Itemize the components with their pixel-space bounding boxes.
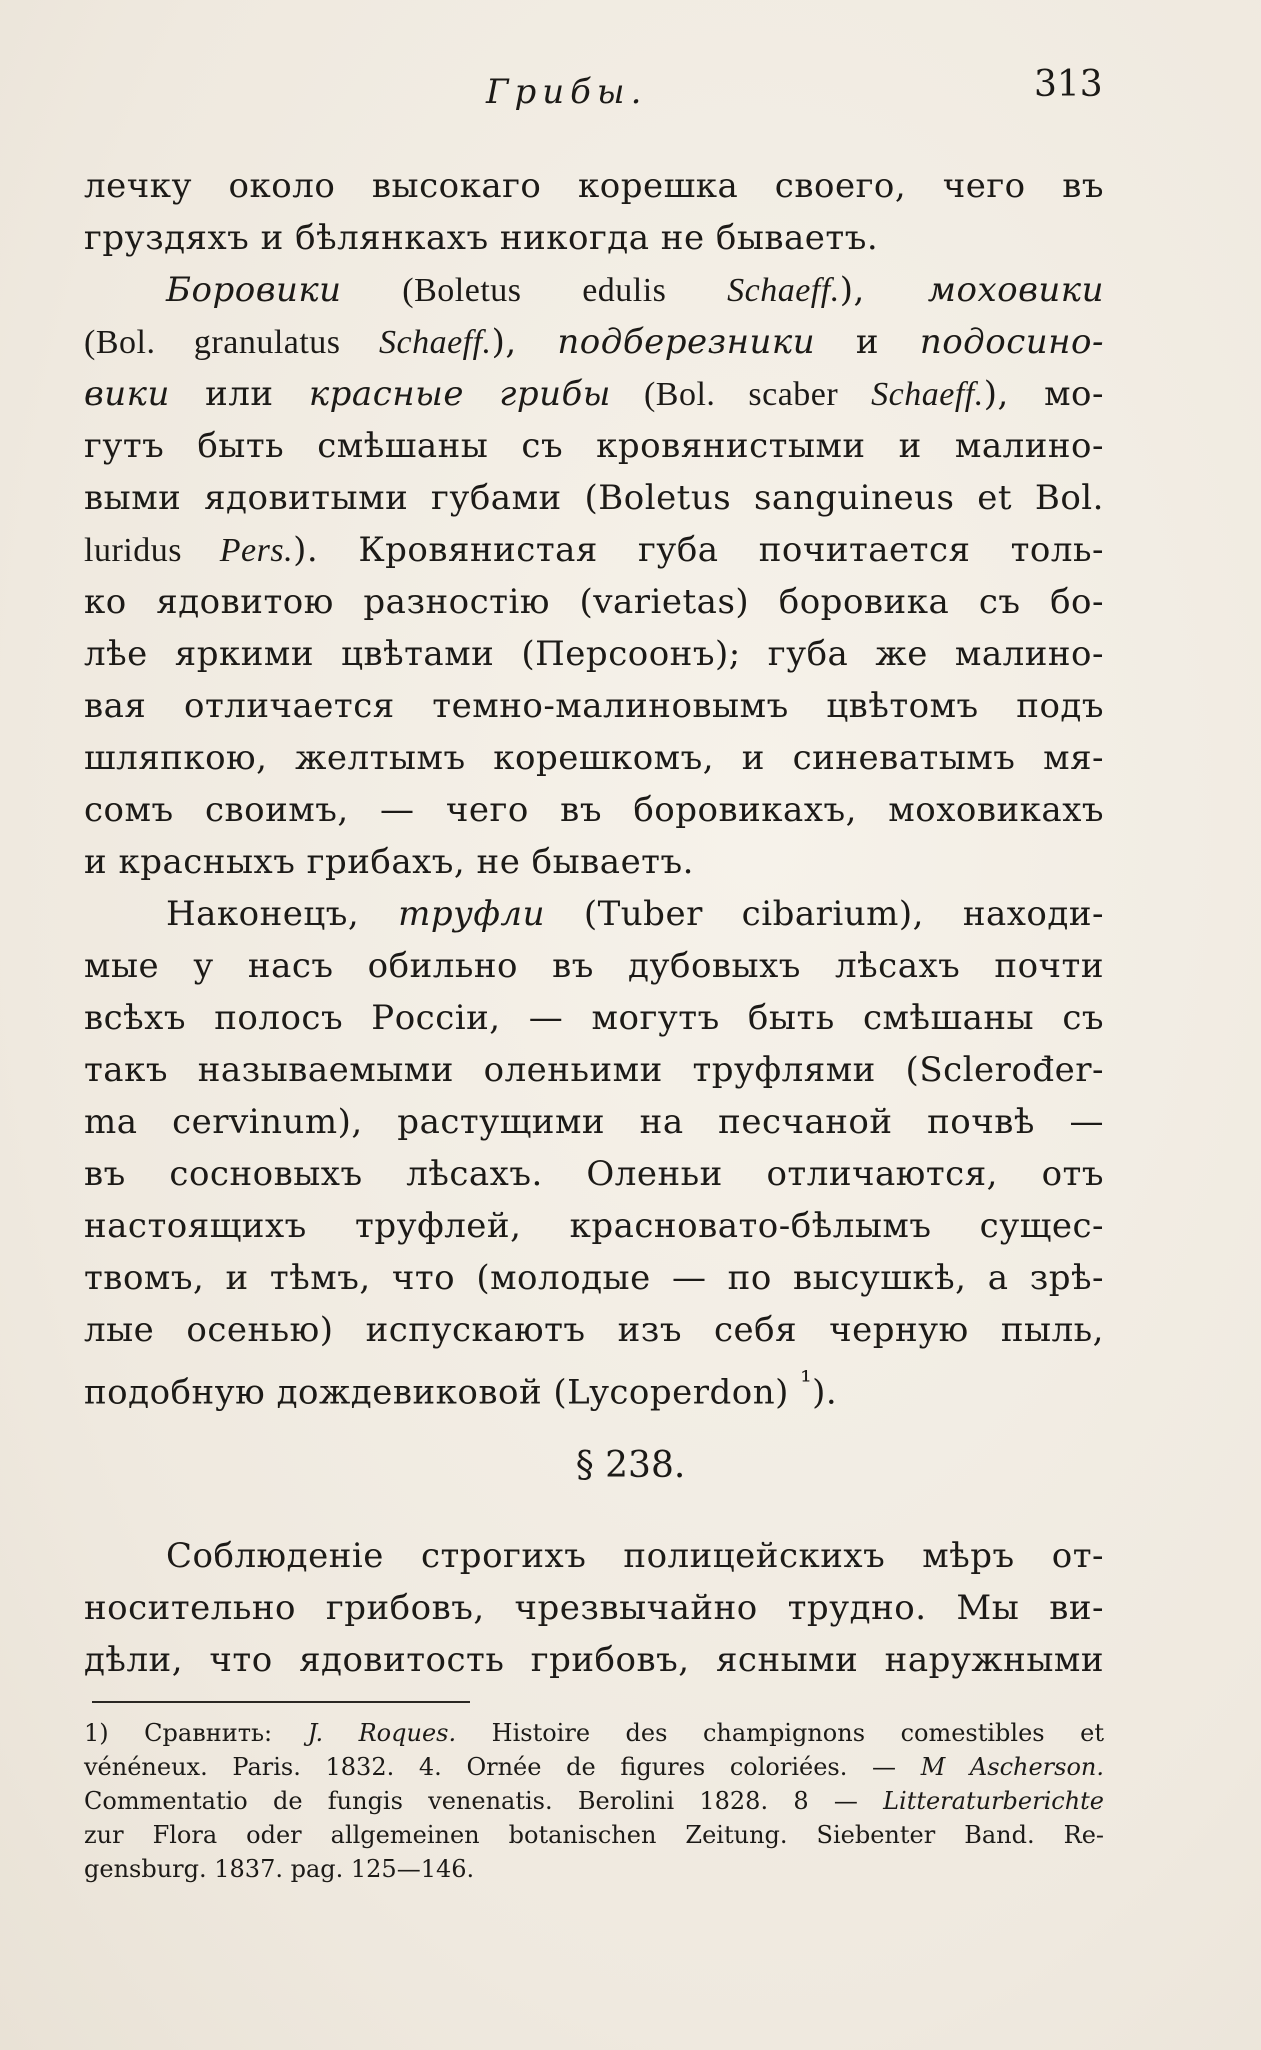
term-podosinoviki: подосино- bbox=[919, 322, 1104, 362]
text-line: лые осенью) испускаютъ изъ себя черную пыль, bbox=[84, 1310, 1104, 1350]
term-boroviki: Боровики bbox=[166, 270, 342, 310]
text-span: ), bbox=[491, 322, 558, 362]
text-span: Histoire des champignons comestibles et bbox=[456, 1719, 1104, 1747]
footnotes bbox=[84, 1716, 1104, 1886]
page-number: 313 bbox=[1034, 64, 1103, 105]
text-line: и красныхъ грибахъ, не бываетъ. bbox=[84, 842, 694, 882]
section-heading: § 238. bbox=[575, 1445, 686, 1486]
text-line: настоящихъ труфлей, красновато-бѣлымъ сущес- bbox=[84, 1206, 1104, 1246]
text-span: ), bbox=[839, 270, 928, 310]
latin-name: luridus bbox=[84, 532, 220, 569]
publication-title: Litteraturberichte bbox=[883, 1787, 1104, 1815]
text-span: Commentatio de fungis venenatis. Berolini 1828. 8 — bbox=[84, 1787, 884, 1815]
text-span: ). Кровянистая губа почитается толь- bbox=[293, 530, 1104, 570]
text-line: лѣе яркими цвѣтами (Персоонъ); губа же малино- bbox=[84, 634, 1104, 674]
text-line: твомъ, и тѣмъ, что (молодые — по высушкѣ, а зрѣ- bbox=[84, 1258, 1104, 1298]
text-line: вая отличается темно-малиновымъ цвѣтомъ подъ bbox=[84, 686, 1104, 726]
running-head: Грибы. bbox=[486, 72, 648, 112]
term-mokhoviki: моховики bbox=[927, 270, 1104, 310]
text-span: и bbox=[815, 322, 920, 362]
text-line: въ сосновыхъ лѣсахъ. Оленьи отличаются, отъ bbox=[84, 1154, 1104, 1194]
author-name: Schaeff. bbox=[378, 324, 492, 361]
author-name: J. Roques. bbox=[307, 1719, 457, 1747]
text-span: ). bbox=[812, 1372, 838, 1413]
text-line: всѣхъ полосъ Россіи, — могутъ быть смѣшаны съ bbox=[84, 998, 1104, 1038]
section-text bbox=[84, 1530, 1104, 1686]
main-text bbox=[84, 160, 1104, 1413]
text-span: подобную дождевиковой (Lycoperdon) bbox=[84, 1372, 801, 1413]
text-line: гутъ быть смѣшаны съ кровянистыми и малино- bbox=[84, 426, 1104, 466]
text-line bbox=[84, 264, 1104, 316]
term-krasnye-griby: красные грибы bbox=[308, 374, 612, 414]
author-name: M Ascherson. bbox=[920, 1753, 1105, 1781]
latin-name: (Bol. granulatus bbox=[84, 324, 379, 361]
text-line: такъ называемыми оленьими труфлями (Sclerođer- bbox=[84, 1050, 1104, 1090]
text-span: vénéneux. Paris. 1832. 4. Ornée de figures coloriées. — bbox=[84, 1753, 921, 1781]
text-line: ma cervinum), растущими на песчаной почвѣ — bbox=[84, 1102, 1104, 1142]
term-trufli: труфли bbox=[398, 894, 545, 934]
text-line: выми ядовитыми губами (Boletus sanguineus et Bol. bbox=[84, 478, 1104, 518]
text-line: шляпкою, желтымъ корешкомъ, и синеватымъ мя- bbox=[84, 738, 1104, 778]
latin-name: (Bol. scaber bbox=[611, 376, 872, 413]
text-line: носительно грибовъ, чрезвычайно трудно. Мы ви- bbox=[84, 1588, 1104, 1628]
footnote-line: gensburg. 1837. pag. 125—146. bbox=[84, 1855, 475, 1883]
term-podosinoviki-end: вики bbox=[84, 374, 170, 414]
footnote-label: 1) Сравнить: bbox=[84, 1719, 308, 1747]
text-line bbox=[84, 316, 1104, 368]
footnote-line bbox=[84, 1784, 1104, 1818]
text-span: или bbox=[169, 374, 309, 414]
text-span: ), мо- bbox=[983, 374, 1104, 414]
text-span: Наконецъ, bbox=[166, 894, 399, 934]
text-line: лечку около высокаго корешка своего, чего въ bbox=[84, 166, 1104, 206]
text-line: сомъ своимъ, — чего въ боровикахъ, моховикахъ bbox=[84, 790, 1104, 830]
footnote-divider bbox=[92, 1701, 470, 1703]
footnote-line bbox=[84, 1716, 1104, 1750]
text-line bbox=[84, 1356, 1104, 1413]
text-line: мые у насъ обильно въ дубовыхъ лѣсахъ почти bbox=[84, 946, 1104, 986]
author-name: Schaeff. bbox=[727, 272, 840, 309]
author-name: Schaeff. bbox=[871, 376, 984, 413]
text-line bbox=[84, 888, 1104, 940]
text-line: Соблюденіе строгихъ полицейскихъ мѣръ от- bbox=[166, 1536, 1104, 1576]
text-line: дѣли, что ядовитость грибовъ, ясными наружными bbox=[84, 1640, 1104, 1680]
text-line: груздяхъ и бѣлянкахъ никогда не бываетъ. bbox=[84, 218, 879, 258]
latin-name: (Boletus edulis bbox=[341, 272, 728, 309]
footnote-ref[interactable]: ¹ bbox=[800, 1365, 813, 1398]
footnote-line: zur Flora oder allgemeinen botanischen Zeitung. Siebenter Band. Re- bbox=[84, 1821, 1104, 1849]
term-podberezniki: подберезники bbox=[557, 322, 816, 362]
footnote-line bbox=[84, 1750, 1104, 1784]
text-span: (Tuber cibarium), находи- bbox=[544, 894, 1104, 934]
text-line bbox=[84, 368, 1104, 420]
text-line: ко ядовитою разностію (varietas) боровика съ бо- bbox=[84, 582, 1104, 622]
author-name: Pers. bbox=[219, 532, 294, 569]
text-line bbox=[84, 524, 1104, 576]
